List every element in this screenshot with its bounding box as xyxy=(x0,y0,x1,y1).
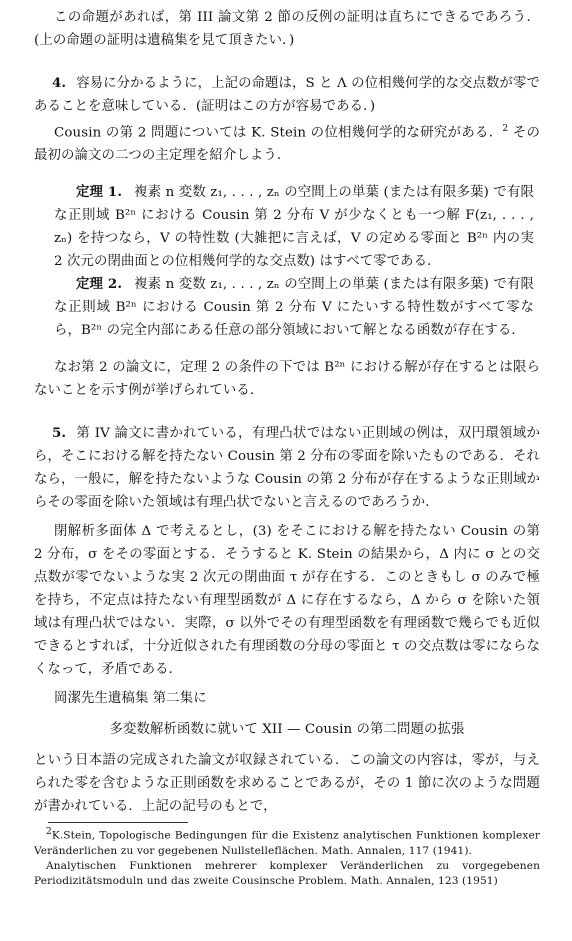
section-4-text-2a: Cousin の第 2 問題については K. Stein の位相幾何学的な研究がある． xyxy=(54,125,503,141)
theorem-1 xyxy=(54,181,534,273)
footnote-2: Analytischen Funktionen mehrerer komplexer Veränderlichen zu vorgegebenen Periodizitätsmoduln und das zweite Cousinsche Problem. Math. Annalen, 123 (1951) xyxy=(34,860,540,887)
footnote-1 xyxy=(34,825,540,859)
footnote-1-text: K.Stein, Topologische Bedingungen für die Existenz analytischen Funktionen komplexer Veränderlichen zu vor gegebenen Nullstelleflächen. Math. Annalen, 117 (1941). xyxy=(34,830,540,857)
intro-paragraph: この命題があれば，第 III 論文第 2 節の反例の証明は直ちにできるであろう．(上の命題の証明は遺稿集を見て頂きたい．) xyxy=(34,10,540,48)
footnote-rule xyxy=(48,822,188,823)
section-4-text-1: 容易に分かるように，上記の命題は，S と Λ の位相幾何学的な交点数が零であることを意味している．(証明はこの方が容易である．) xyxy=(34,76,540,114)
section-4-paragraph-2 xyxy=(34,118,540,167)
section-4-text-2b: その最初の論文の二つの主定理を紹介しよう． xyxy=(34,125,540,164)
section-4-paragraph-1 xyxy=(34,72,540,118)
section-5-paragraph-4: という日本語の完成された論文が収録されている．この論文の内容は，零が，与えられた零を含むような正則函数を求めることであるが，その 1 節に次のような問題が書かれている．上記の記号のもとで， xyxy=(34,753,540,815)
footnote-marker: 2 xyxy=(502,124,509,134)
section-4-number: 4. xyxy=(52,75,67,91)
section-5-paragraph-3: 岡潔先生遺稿集 第二集に xyxy=(54,691,207,707)
section-4-paragraph-3: なお第 2 の論文に，定理 2 の条件の下では B²ⁿ における解が存在するとは限らないことを示す例が挙げられている． xyxy=(34,360,540,399)
section-5-paragraph-1 xyxy=(34,422,540,514)
paper-page xyxy=(34,6,540,889)
quoted-paper-title: 多変数解析函数に就いて XII — Cousin の第二問題の拡張 xyxy=(109,722,465,738)
section-5-number: 5. xyxy=(52,425,67,442)
theorem-2 xyxy=(54,273,534,342)
theorem-2-label: 定理 2. xyxy=(76,276,123,293)
theorem-2-text: 複素 n 変数 z₁, . . . , zₙ の空間上の単葉 (または有限多葉) で有限な正則域 B²ⁿ における Cousin 第 2 分布 V にたいする特性数がすべて零なら，B²ⁿ の完全内部にある任意の部分領域において解となる函数が存在する． xyxy=(54,277,534,339)
section-5-text-1: 第 IV 論文に書かれている，有理凸状ではない正則域の例は，双円環領域から，そこにおける解を持たない Cousin 第 2 分布の零面を除いたものである．それなら，一般に，解を持たないような Cousin の第 2 分布が存在するような正則域からその零面を除いた領域は有理凸状でないと言えるのであろうか． xyxy=(34,426,540,511)
footnote-1-mark: 2 xyxy=(46,827,52,838)
theorem-1-label: 定理 1. xyxy=(76,184,123,201)
theorem-1-text: 複素 n 変数 z₁, . . . , zₙ の空間上の単葉 (または有限多葉) で有限な正則域 B²ⁿ における Cousin 第 2 分布 V が少なくとも一つ解 F(z₁, . . . , zₙ) を持つなら，V の特性数 (大雑把に言えば，V の定める零面と B²ⁿ 内の実 2 次元の閉曲面との位相幾何学的な交点数) はすべて零である． xyxy=(54,185,534,270)
section-5-paragraph-2: 閉解析多面体 Δ で考えるとし，(3) をそこにおける解を持たない Cousin の第 2 分布，σ をその零面とする．そうすると K. Stein の結果から，Δ 内に σ との交点数が零でないような実 2 次元の閉曲面 τ が存在する．このときもし σ のみで極を持ち，不定点は持たない有理型函数が Δ に存在するなら，Δ から σ を除いた領域は有理凸状ではない．実際，σ 以外でその有理型函数を有理函数で幾らでも近似できるとすれば，十分近似された有理函数の分母の零面と τ の交点数は零にならなくなって，矛盾である． xyxy=(34,524,540,678)
